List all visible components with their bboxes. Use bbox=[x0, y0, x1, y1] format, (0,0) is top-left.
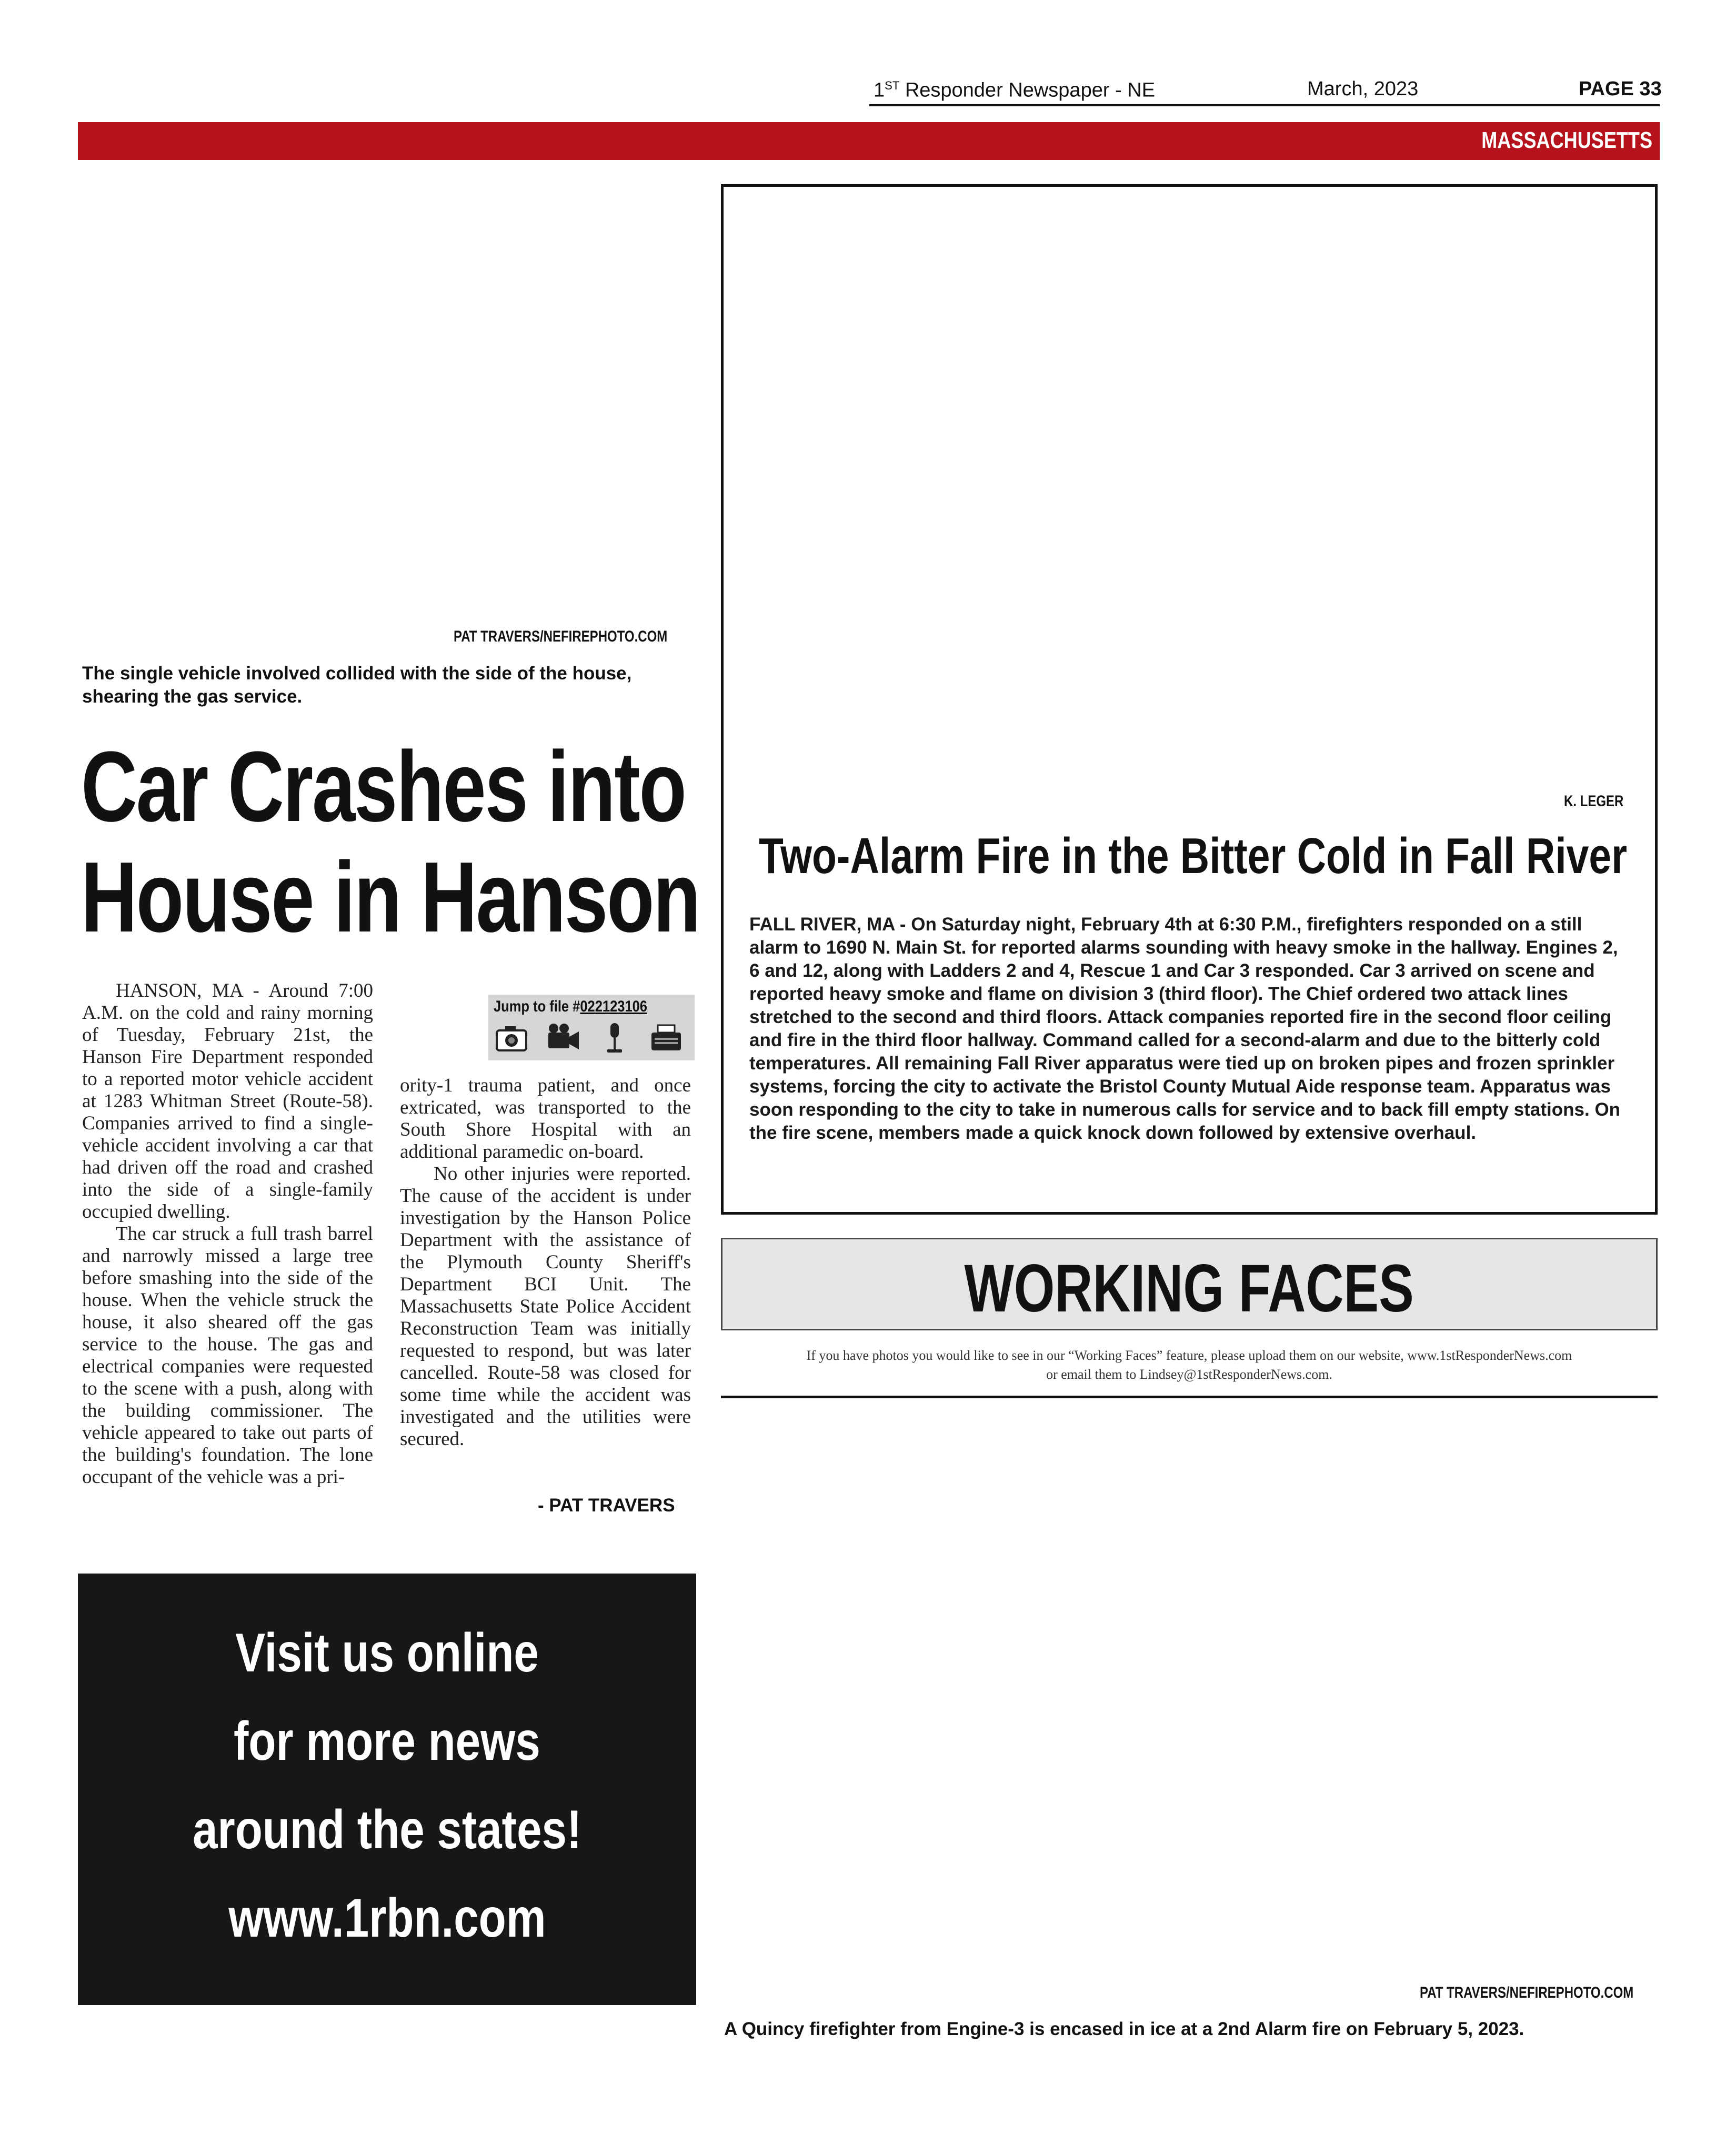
pub-prefix: 1 bbox=[874, 79, 885, 102]
hanson-paragraph: ority-1 trauma patient, and once extricated, was transported to the South Shore Hospital with an additional paramedic on-board. bbox=[400, 1075, 691, 1163]
issue-date: March, 2023 bbox=[1307, 78, 1419, 100]
section-band bbox=[78, 122, 1660, 160]
fall-river-photo-credit: K. LEGER bbox=[1564, 793, 1624, 810]
microphone-icon bbox=[597, 1020, 633, 1056]
working-faces-note bbox=[721, 1346, 1658, 1384]
jump-to-file-badge[interactable] bbox=[488, 995, 695, 1060]
working-faces-photo-credit: PAT TRAVERS/NEFIREPHOTO.COM bbox=[1420, 1984, 1634, 2001]
header-rule bbox=[869, 104, 1660, 106]
promo-line: around the states! bbox=[192, 1799, 582, 1860]
publication-name bbox=[874, 79, 1155, 102]
hanson-column-1 bbox=[82, 980, 373, 1488]
working-faces-caption: A Quincy firefighter from Engine-3 is encased in ice at a 2nd Alarm fire on February 5, 2023. bbox=[724, 2019, 1524, 2039]
pub-superscript: ST bbox=[885, 79, 900, 92]
hanson-photo-credit: PAT TRAVERS/NEFIREPHOTO.COM bbox=[454, 628, 668, 645]
camera-icon bbox=[494, 1020, 529, 1056]
fall-river-headline: Two-Alarm Fire in the Bitter Cold in Fall River bbox=[759, 828, 1627, 884]
hanson-paragraph: The car struck a full trash barrel and narrowly missed a large tree before smashing into the side of the house. When the vehicle struck the house, it also sheared off the gas service to the house. The gas and electrical companies were requested to the scene with a push, along with the building commissioner. The vehicle appeared to take out parts of the building's foundation. The lone occupant of the vehicle was a pri- bbox=[82, 1223, 373, 1488]
hanson-headline-line2: House in Hanson bbox=[81, 841, 700, 953]
promo-line: Visit us online bbox=[235, 1622, 539, 1684]
video-camera-icon bbox=[545, 1020, 581, 1056]
promo-line: for more news bbox=[234, 1711, 540, 1772]
hanson-column-2 bbox=[400, 1075, 691, 1450]
hanson-headline-line1: Car Crashes into bbox=[81, 731, 686, 843]
typewriter-icon bbox=[648, 1020, 684, 1056]
jump-label-text: Jump to file # bbox=[494, 998, 580, 1015]
hanson-byline: - PAT TRAVERS bbox=[538, 1495, 675, 1516]
working-faces-note-line: or email them to Lindsey@1stResponderNews.com. bbox=[1046, 1367, 1332, 1382]
jump-file-number: 022123106 bbox=[580, 998, 648, 1015]
working-faces-rule bbox=[721, 1396, 1658, 1398]
working-faces-title: WORKING FACES bbox=[964, 1251, 1414, 1326]
working-faces-note-line: If you have photos you would like to see in our “Working Faces” feature, please upload them on our website, www.1stResponderNews.com bbox=[806, 1348, 1572, 1363]
pub-name-text: Responder Newspaper - NE bbox=[899, 79, 1156, 102]
page-number: PAGE 33 bbox=[1579, 78, 1662, 100]
hanson-paragraph: No other injuries were reported. The cause of the accident is under investigation by the Hanson Police Department with the assistance of the Plymouth County Sheriff's Department BCI Unit. The Massachusetts State Police Accident Reconstruction Team was initially requested to respond, but was later cancelled. Route-58 was closed for some time while the accident was investigated and the utilities were secured. bbox=[400, 1163, 691, 1450]
working-faces-banner bbox=[721, 1238, 1658, 1330]
fall-river-body: FALL RIVER, MA - On Saturday night, February 4th at 6:30 P.M., firefighters responded on a still alarm to 1690 N. Main St. for reported alarms sounding with heavy smoke in the hallway. Engines 2, 6 and 12, along with Ladders 2 and 4, Rescue 1 and Car 3 responded. Car 3 arrived on scene and reported heavy smoke and flame on division 3 (third floor). The Chief ordered two attack lines stretched to the second and third floors. Attack companies reported fire in the second floor ceiling and fire in the third floor hallway. Command called for a second-alarm and due to the bitterly cold temperatures. All remaining Fall River apparatus were tied up on broken pipes and frozen sprinkler systems, forcing the city to activate the Bristol County Mutual Aide response team. Apparatus was soon responding to the city to take in numerous calls for service and to back fill empty stations. On the fire scene, members made a quick knock down followed by extensive overhaul. bbox=[749, 914, 1621, 1143]
hanson-paragraph: HANSON, MA - Around 7:00 A.M. on the cold and rainy morning of Tuesday, February 21st, the Hanson Fire Department responded to a reported motor vehicle accident at 1283 Whitman Street (Route-58). Companies arrived to find a single-vehicle accident involving a car that had driven off the road and crashed into the side of a single-family occupied dwelling. bbox=[82, 980, 373, 1223]
jump-label bbox=[494, 998, 647, 1016]
website-promo-box[interactable] bbox=[78, 1574, 696, 2005]
hanson-photo-caption: The single vehicle involved collided with the side of the house, shearing the gas service. bbox=[82, 663, 632, 707]
section-label: MASSACHUSETTS bbox=[1481, 127, 1652, 153]
promo-url[interactable]: www.1rbn.com bbox=[228, 1888, 546, 1949]
